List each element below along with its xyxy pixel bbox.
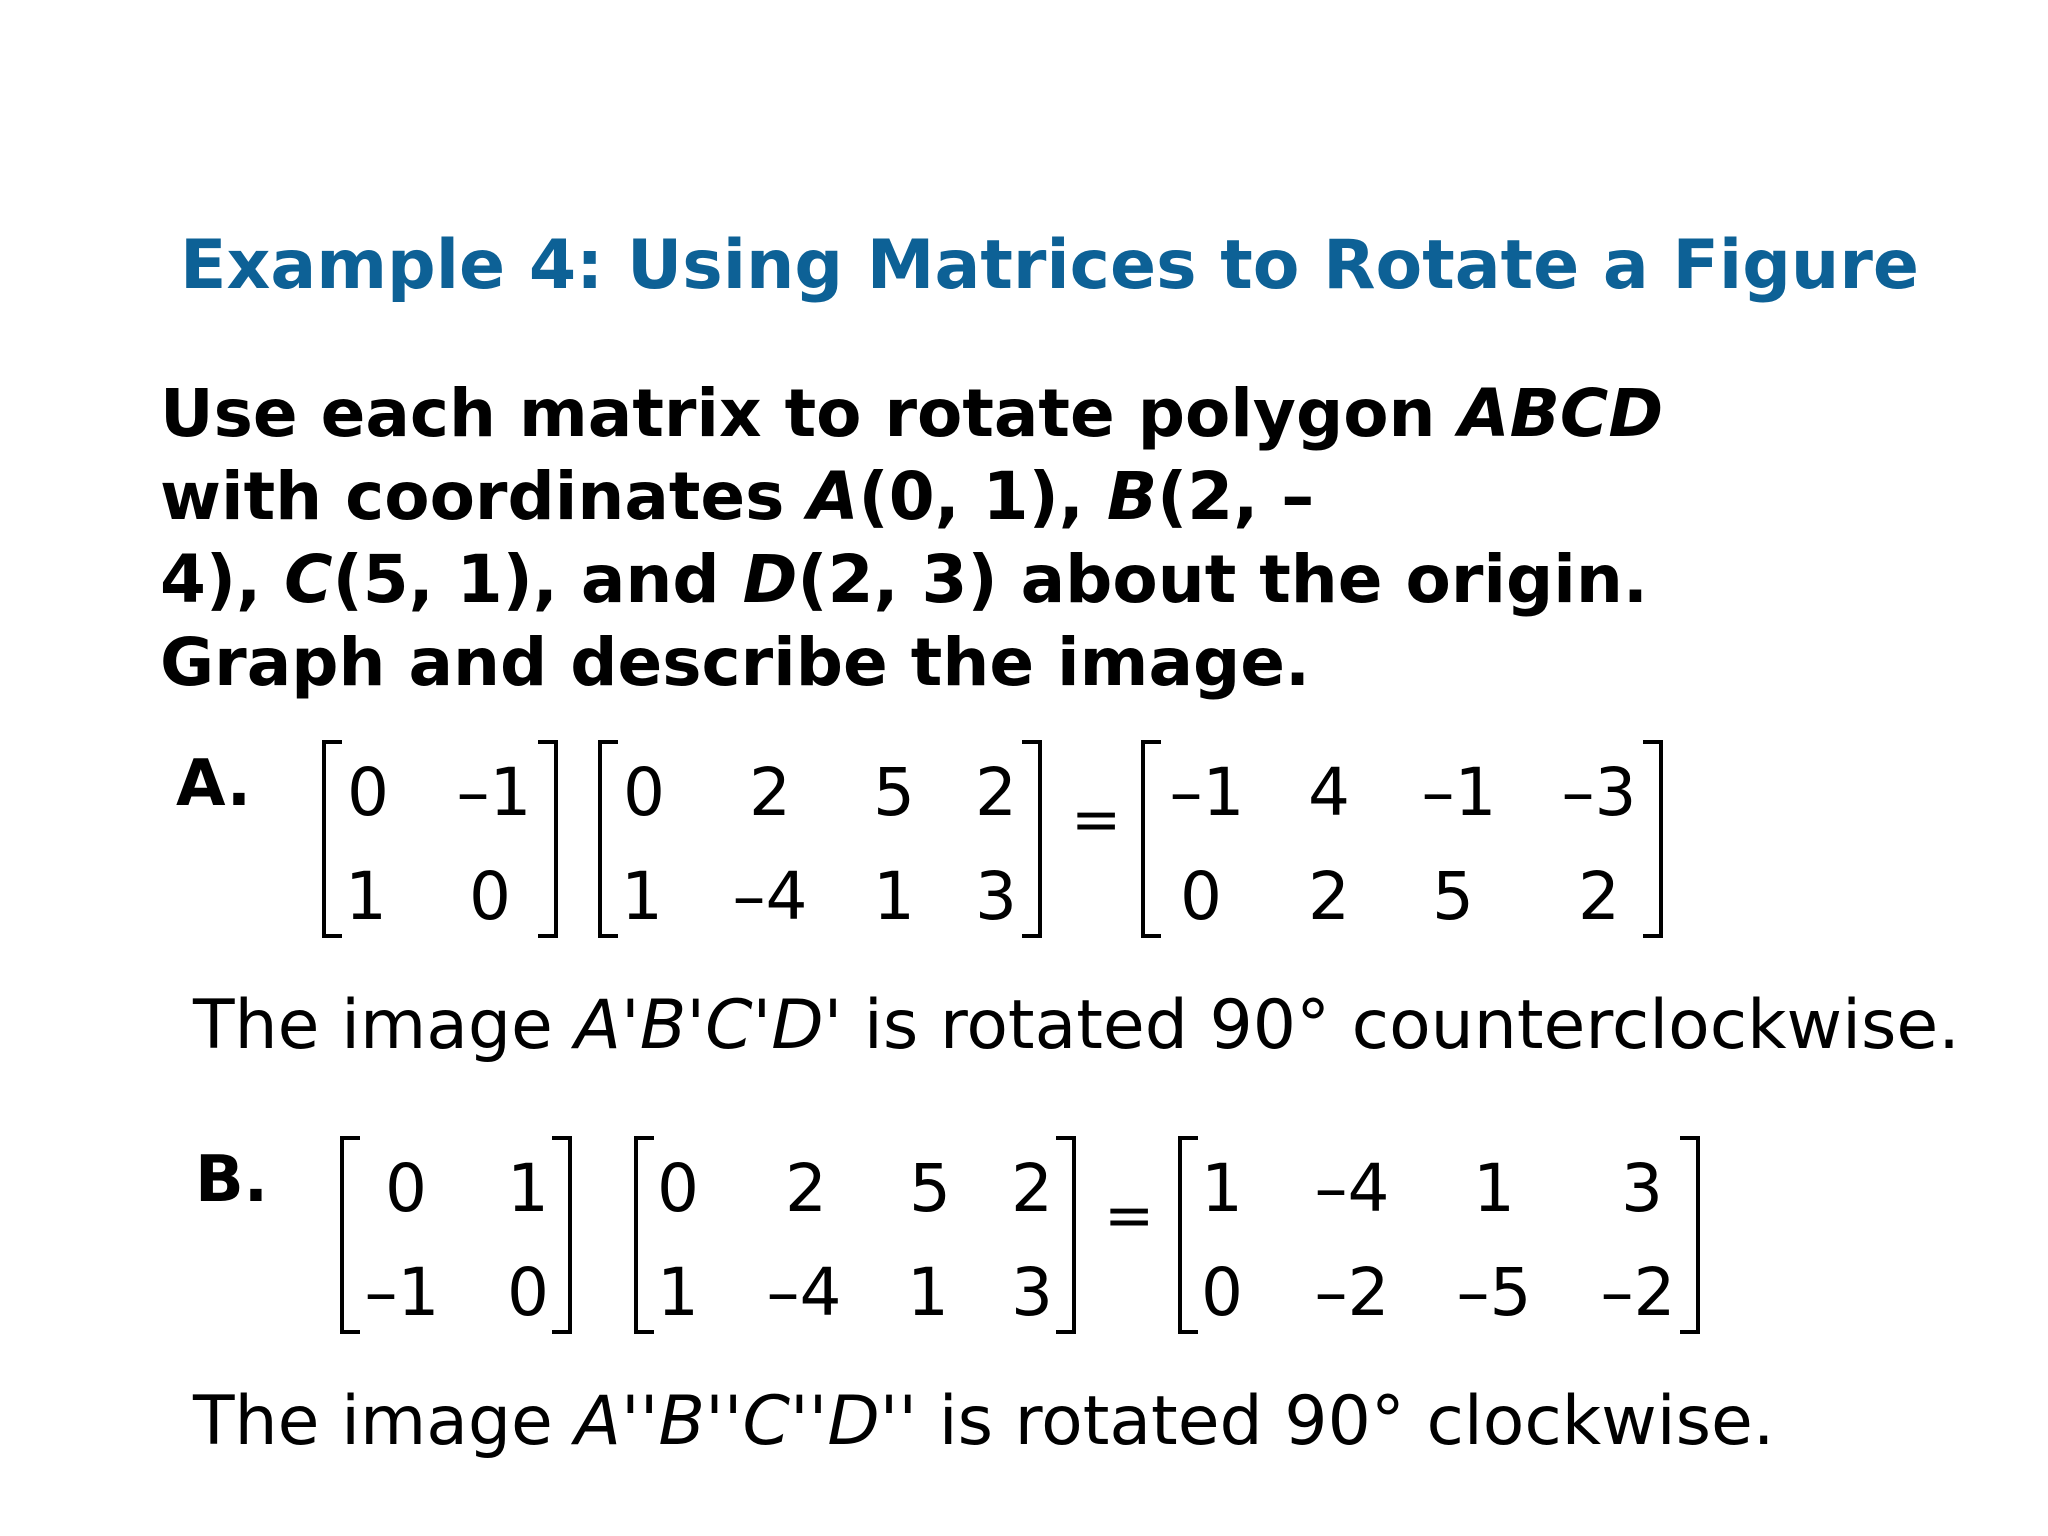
matrix-cell: 1 [873,858,915,935]
matrix-cell: –4 [1314,1150,1390,1227]
matrix-cell: 3 [975,858,1017,935]
part-b-conclusion: The image A''B''C''D'' is rotated 90° clockwise. [193,1382,1775,1461]
matrix-cell: 0 [1180,858,1222,935]
part-a-conclusion: The image A'B'C'D' is rotated 90° counterclockwise. [193,986,1960,1065]
problem-line-3: 4), C(5, 1), and D(2, 3) about the origin. [160,541,1648,618]
matrix-cell: 5 [1432,858,1474,935]
matrix-cell: 1 [621,858,663,935]
matrix-cell: –1 [1421,754,1497,831]
matrix-cell: 0 [623,754,665,831]
matrix-cell: 1 [907,1254,949,1331]
part-b-result-matrix [1178,1138,1700,1332]
matrix-cell: –2 [1600,1254,1676,1331]
matrix-cell: –5 [1456,1254,1532,1331]
matrix-cell: 1 [657,1254,699,1331]
equals-sign: = [1071,785,1122,855]
matrix-cell: 4 [1308,754,1350,831]
part-a-rotation-matrix [322,742,558,936]
matrix-cell: –4 [766,1254,842,1331]
part-b-rotation-matrix [340,1138,572,1332]
matrix-cell: –2 [1314,1254,1390,1331]
matrix-cell: 2 [1308,858,1350,935]
problem-line-1: Use each matrix to rotate polygon ABCD [160,375,1664,452]
slide-title: Example 4: Using Matrices to Rotate a Figure [180,226,1919,305]
matrix-cell: 2 [749,754,791,831]
matrix-cell: 2 [785,1150,827,1227]
matrix-cell: 1 [345,858,387,935]
matrix-cell: 5 [909,1150,951,1227]
part-b-vertex-matrix [634,1138,1076,1332]
matrix-cell: –1 [456,754,532,831]
matrix-cell: 2 [1578,858,1620,935]
matrix-cell: 1 [1201,1150,1243,1227]
equals-sign: = [1104,1181,1155,1251]
matrix-cell: –4 [732,858,808,935]
matrix-cell: 0 [469,858,511,935]
matrix-cell: 2 [975,754,1017,831]
matrix-cell: 0 [657,1150,699,1227]
matrix-cell: 3 [1621,1150,1663,1227]
matrix-cell: 0 [507,1254,549,1331]
problem-line-2: with coordinates A(0, 1), B(2, – [160,458,1315,535]
part-a-label: A. [176,747,252,821]
part-a-vertex-matrix [598,742,1042,936]
matrix-cell: 3 [1011,1254,1053,1331]
problem-line-4: Graph and describe the image. [160,624,1311,701]
problem-statement [160,372,1860,704]
matrix-cell: 0 [347,754,389,831]
matrix-cell: –1 [1169,754,1245,831]
matrix-cell: 0 [385,1150,427,1227]
matrix-cell: 1 [1473,1150,1515,1227]
matrix-cell: 2 [1011,1150,1053,1227]
matrix-cell: –3 [1561,754,1637,831]
matrix-cell: 5 [873,754,915,831]
matrix-cell: –1 [364,1254,440,1331]
matrix-cell: 0 [1201,1254,1243,1331]
matrix-cell: 1 [507,1150,549,1227]
part-a-result-matrix [1141,742,1663,936]
part-b-label: B. [195,1143,269,1217]
